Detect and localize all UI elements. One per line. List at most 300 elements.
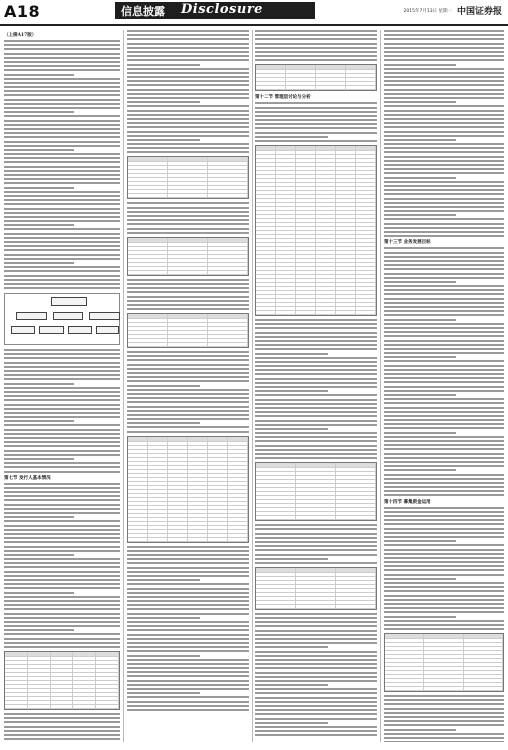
text-line xyxy=(255,625,377,627)
text-line xyxy=(127,638,249,640)
table-cell xyxy=(168,186,208,189)
table-cell xyxy=(356,163,376,166)
table-cell xyxy=(128,255,168,258)
text-line xyxy=(4,604,120,606)
table-cell xyxy=(168,522,188,525)
table-cell xyxy=(256,263,276,266)
text-line xyxy=(255,688,377,690)
text-line xyxy=(384,603,504,605)
table-cell xyxy=(336,577,376,580)
text-line xyxy=(384,381,504,383)
text-line xyxy=(4,566,120,568)
text-line xyxy=(4,366,120,368)
table-cell xyxy=(356,215,376,218)
section-heading: 第十二节 管理层讨论与分析 xyxy=(255,95,311,101)
table-cell xyxy=(296,299,316,302)
table-cell xyxy=(256,287,276,290)
table-cell xyxy=(256,259,276,262)
table-cell xyxy=(208,170,248,173)
table-cell xyxy=(356,275,376,278)
table-cell xyxy=(208,319,248,322)
text-line xyxy=(127,562,249,564)
table-cell xyxy=(128,437,148,441)
table-cell xyxy=(336,295,356,298)
table-cell xyxy=(5,681,28,684)
table-cell xyxy=(148,506,168,509)
table-cell xyxy=(208,474,228,477)
table-cell xyxy=(168,170,208,173)
table-cell xyxy=(168,178,208,181)
text-line xyxy=(255,651,377,653)
table-cell xyxy=(256,203,276,206)
text-line xyxy=(255,43,377,45)
table-cell xyxy=(28,693,51,696)
table-cell xyxy=(208,466,228,469)
text-line xyxy=(384,620,504,622)
table-cell xyxy=(228,526,248,529)
table-cell xyxy=(188,446,208,449)
table-cell xyxy=(128,314,168,318)
table-cell xyxy=(96,677,119,680)
table-cell xyxy=(296,468,336,471)
text-line xyxy=(127,389,249,391)
table-cell xyxy=(464,679,503,682)
text-line xyxy=(255,30,377,32)
table-cell xyxy=(128,526,148,529)
text-line xyxy=(255,676,377,678)
table-cell xyxy=(316,163,336,166)
text-line xyxy=(255,51,377,53)
text-line xyxy=(384,549,504,551)
table-cell xyxy=(51,685,74,688)
table-cell xyxy=(208,450,228,453)
table-cell xyxy=(188,478,208,481)
text-line xyxy=(255,140,377,142)
section-heading: 第十三节 业务发展目标 xyxy=(384,240,431,246)
data-table xyxy=(127,237,249,276)
table-cell xyxy=(296,191,316,194)
text-line xyxy=(255,38,377,40)
text-line xyxy=(384,373,504,375)
table-cell xyxy=(208,247,248,250)
table-cell xyxy=(336,589,376,592)
text-line xyxy=(384,101,456,103)
table-cell xyxy=(5,697,28,700)
text-line xyxy=(384,189,504,191)
text-line xyxy=(384,185,504,187)
table-cell xyxy=(296,255,316,258)
text-line xyxy=(4,245,120,247)
table-cell xyxy=(336,179,356,182)
table-cell xyxy=(276,267,296,270)
text-line xyxy=(4,53,120,55)
table-cell xyxy=(148,534,168,537)
text-line xyxy=(255,680,377,682)
table-cell xyxy=(296,187,316,190)
text-line xyxy=(384,30,504,32)
table-cell xyxy=(208,271,248,274)
text-line xyxy=(384,616,456,618)
text-line xyxy=(384,436,504,438)
text-line xyxy=(384,223,504,225)
text-line xyxy=(384,569,504,571)
org-chart-box xyxy=(39,326,64,334)
text-line xyxy=(384,327,504,329)
text-line xyxy=(127,634,249,636)
text-line xyxy=(384,360,504,362)
table-cell xyxy=(128,506,148,509)
text-line xyxy=(384,89,504,91)
table-cell xyxy=(296,307,316,310)
table-cell xyxy=(276,227,296,230)
table-cell xyxy=(168,327,208,330)
table-cell xyxy=(256,78,286,81)
table-cell xyxy=(296,568,336,572)
table-cell xyxy=(256,275,276,278)
text-line xyxy=(384,419,504,421)
text-line xyxy=(4,187,74,189)
table-cell xyxy=(296,263,316,266)
table-cell xyxy=(464,671,503,674)
text-line xyxy=(255,115,377,117)
table-cell xyxy=(148,494,168,497)
text-line xyxy=(384,507,504,509)
table-cell xyxy=(51,697,74,700)
table-cell xyxy=(28,697,51,700)
table-cell xyxy=(168,502,188,505)
text-line xyxy=(4,132,120,134)
table-cell xyxy=(296,605,336,608)
text-line xyxy=(127,414,249,416)
table-cell xyxy=(208,174,248,177)
org-chart-box xyxy=(16,312,47,320)
table-cell xyxy=(336,463,376,467)
table-cell xyxy=(256,593,296,596)
table-cell xyxy=(228,458,248,461)
text-line xyxy=(4,111,74,113)
table-cell xyxy=(316,183,336,186)
table-cell xyxy=(336,581,376,584)
table-cell xyxy=(356,295,376,298)
text-line xyxy=(384,453,504,455)
table-cell xyxy=(128,498,148,501)
table-cell xyxy=(256,146,276,150)
table-cell xyxy=(336,207,356,210)
text-line xyxy=(4,99,120,101)
table-cell xyxy=(128,190,168,193)
table-cell xyxy=(296,251,316,254)
table-cell xyxy=(276,235,296,238)
text-line xyxy=(384,80,504,82)
text-line xyxy=(4,554,74,556)
table-cell xyxy=(316,175,336,178)
table-cell xyxy=(256,227,276,230)
text-line xyxy=(255,59,377,61)
table-cell xyxy=(188,437,208,441)
text-line xyxy=(255,34,377,36)
text-line xyxy=(4,199,120,201)
table-cell xyxy=(256,500,296,503)
table-cell xyxy=(316,155,336,158)
table-cell xyxy=(316,211,336,214)
text-line xyxy=(4,420,74,422)
text-line xyxy=(4,466,120,468)
table-cell xyxy=(168,255,208,258)
table-cell xyxy=(128,442,148,445)
table-cell xyxy=(168,530,188,533)
table-cell xyxy=(188,534,208,537)
table-cell xyxy=(256,496,296,499)
text-line xyxy=(127,588,249,590)
table-cell xyxy=(336,167,356,170)
page-number: A18 xyxy=(4,2,41,21)
table-cell xyxy=(256,267,276,270)
text-line xyxy=(127,34,249,36)
table-cell xyxy=(128,454,148,457)
table-cell xyxy=(316,191,336,194)
text-line xyxy=(384,595,504,597)
table-cell xyxy=(424,687,463,690)
table-cell xyxy=(356,271,376,274)
text-line xyxy=(127,571,249,573)
table-cell xyxy=(316,283,336,286)
table-cell xyxy=(356,183,376,186)
table-cell xyxy=(276,183,296,186)
text-line xyxy=(4,520,120,522)
text-line xyxy=(384,335,504,337)
table-cell xyxy=(168,482,188,485)
table-cell xyxy=(208,446,228,449)
table-cell xyxy=(286,86,316,89)
table-cell xyxy=(316,187,336,190)
table-cell xyxy=(385,647,424,650)
org-chart-box xyxy=(96,326,119,334)
table-cell xyxy=(168,442,188,445)
table-cell xyxy=(148,462,168,465)
table-cell xyxy=(148,446,168,449)
table-cell xyxy=(256,597,296,600)
table-cell xyxy=(424,659,463,662)
table-cell xyxy=(356,203,376,206)
text-line xyxy=(255,415,377,417)
table-cell xyxy=(316,159,336,162)
table-cell xyxy=(128,522,148,525)
text-line xyxy=(384,515,504,517)
table-cell xyxy=(256,492,296,495)
table-cell xyxy=(356,307,376,310)
table-cell xyxy=(316,199,336,202)
text-line xyxy=(4,141,120,143)
table-cell xyxy=(316,235,336,238)
table-cell xyxy=(51,669,74,672)
table-cell xyxy=(208,331,248,334)
table-cell xyxy=(336,275,356,278)
text-line xyxy=(255,319,377,321)
table-cell xyxy=(168,494,188,497)
text-line xyxy=(4,208,120,210)
text-line xyxy=(384,247,504,249)
table-cell xyxy=(336,283,356,286)
table-cell xyxy=(188,486,208,489)
text-line xyxy=(4,349,120,351)
table-cell xyxy=(228,522,248,525)
table-cell xyxy=(296,231,316,234)
table-cell xyxy=(296,223,316,226)
table-cell xyxy=(276,299,296,302)
table-cell xyxy=(208,263,248,266)
text-line xyxy=(384,469,456,471)
table-cell xyxy=(276,239,296,242)
text-line xyxy=(127,219,249,221)
text-line xyxy=(384,582,504,584)
text-line xyxy=(255,457,377,459)
table-cell xyxy=(228,534,248,537)
table-cell xyxy=(356,207,376,210)
text-line xyxy=(127,696,249,698)
page-header xyxy=(0,0,508,26)
table-cell xyxy=(208,162,248,165)
table-cell xyxy=(5,685,28,688)
text-line xyxy=(127,291,249,293)
text-line xyxy=(4,458,74,460)
text-line xyxy=(4,195,120,197)
table-cell xyxy=(356,219,376,222)
text-line xyxy=(384,114,504,116)
table-cell xyxy=(51,673,74,676)
table-cell xyxy=(28,669,51,672)
table-cell xyxy=(168,470,188,473)
table-cell xyxy=(336,146,356,150)
table-cell xyxy=(296,480,336,483)
table-cell xyxy=(256,195,276,198)
table-cell xyxy=(208,514,228,517)
table-cell xyxy=(256,484,296,487)
text-line xyxy=(4,128,120,130)
table-cell xyxy=(148,478,168,481)
table-cell xyxy=(228,450,248,453)
table-cell xyxy=(276,167,296,170)
table-cell xyxy=(296,311,316,314)
text-line xyxy=(384,365,504,367)
table-cell xyxy=(385,683,424,686)
text-line xyxy=(127,304,249,306)
text-line xyxy=(384,172,504,174)
table-cell xyxy=(336,239,356,242)
table-cell xyxy=(128,251,168,254)
table-cell xyxy=(168,319,208,322)
text-line xyxy=(4,734,120,736)
table-cell xyxy=(336,476,376,479)
text-line xyxy=(4,529,120,531)
text-line xyxy=(384,348,504,350)
table-cell xyxy=(96,685,119,688)
table-cell xyxy=(385,651,424,654)
table-cell xyxy=(276,175,296,178)
text-line xyxy=(384,699,504,701)
table-cell xyxy=(356,231,376,234)
table-cell xyxy=(464,634,503,638)
table-cell xyxy=(208,486,228,489)
table-cell xyxy=(316,295,336,298)
text-column-4 xyxy=(384,30,504,742)
table-cell xyxy=(96,673,119,676)
table-cell xyxy=(256,472,296,475)
table-cell xyxy=(128,327,168,330)
table-cell xyxy=(256,585,296,588)
table-cell xyxy=(296,215,316,218)
text-line xyxy=(4,69,120,71)
table-cell xyxy=(5,673,28,676)
table-cell xyxy=(128,446,148,449)
table-cell xyxy=(128,319,168,322)
table-cell xyxy=(128,271,168,274)
table-cell xyxy=(356,191,376,194)
table-cell xyxy=(296,508,336,511)
table-cell xyxy=(128,343,168,346)
table-cell xyxy=(276,219,296,222)
text-line xyxy=(255,47,377,49)
text-line xyxy=(127,147,249,149)
table-cell xyxy=(28,681,51,684)
table-cell xyxy=(385,643,424,646)
table-cell xyxy=(296,195,316,198)
section-title-en: Disclosure xyxy=(181,2,263,17)
text-line xyxy=(255,119,377,121)
text-line xyxy=(127,279,249,281)
table-cell xyxy=(356,239,376,242)
table-cell xyxy=(296,504,336,507)
table-cell xyxy=(228,514,248,517)
text-line xyxy=(127,59,249,61)
table-cell xyxy=(356,223,376,226)
text-line xyxy=(127,97,249,99)
text-line xyxy=(127,646,249,648)
table-cell xyxy=(256,231,276,234)
table-cell xyxy=(228,474,248,477)
table-cell xyxy=(256,211,276,214)
table-cell xyxy=(128,482,148,485)
text-line xyxy=(255,617,377,619)
text-line xyxy=(255,718,377,720)
table-cell xyxy=(256,508,296,511)
table-cell xyxy=(73,701,96,704)
table-cell xyxy=(296,207,316,210)
text-line xyxy=(384,256,504,258)
table-cell xyxy=(336,267,356,270)
table-cell xyxy=(296,291,316,294)
table-cell xyxy=(73,689,96,692)
text-line xyxy=(255,630,377,632)
table-cell xyxy=(356,267,376,270)
text-line xyxy=(384,544,504,546)
table-cell xyxy=(336,303,356,306)
table-cell xyxy=(296,476,336,479)
text-line xyxy=(384,64,456,66)
text-line xyxy=(127,431,249,433)
text-line xyxy=(4,216,120,218)
table-cell xyxy=(316,231,336,234)
text-line xyxy=(127,143,249,145)
table-cell xyxy=(356,303,376,306)
table-cell xyxy=(316,311,336,314)
text-line xyxy=(4,445,120,447)
table-cell xyxy=(316,171,336,174)
text-line xyxy=(4,182,120,184)
table-cell xyxy=(128,170,168,173)
table-cell xyxy=(128,267,168,270)
table-cell xyxy=(256,581,296,584)
text-line xyxy=(384,135,504,137)
